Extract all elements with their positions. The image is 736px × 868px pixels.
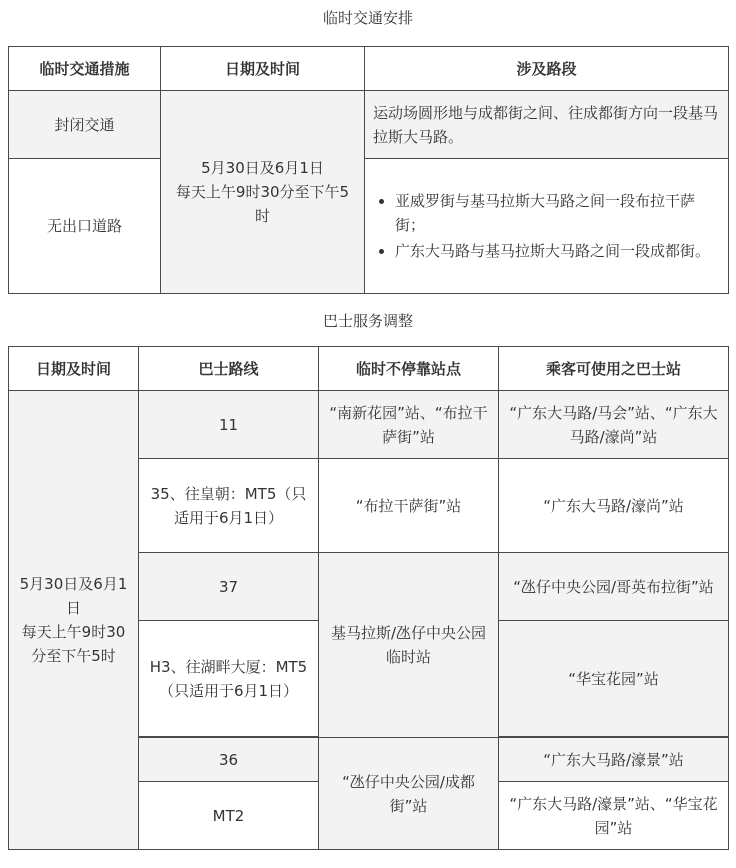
time-line: 每天上午9时30分至下午5时: [175, 183, 350, 225]
route-cell: H3、往湖畔大厦：MT5（只适用于6月1日）: [139, 621, 319, 737]
table-row: [9, 159, 729, 294]
route-cell: 37: [139, 553, 319, 621]
date-time-cell: [161, 91, 365, 294]
table-header-row: [9, 347, 729, 391]
alternative-stop-cell: “广东大马路/濠尚”站: [499, 459, 729, 553]
route-cell: 35、往皇朝：MT5（只适用于6月1日）: [139, 459, 319, 553]
road-section-cell: 运动场圆形地与成都街之间、往成都街方向一段基马拉斯大马路。: [365, 91, 729, 159]
header-date-time: 日期及时间: [161, 47, 365, 91]
time-line: 每天上午9时30分至下午5时: [21, 623, 126, 665]
measure-cell: 无出口道路: [9, 159, 161, 294]
list-item: • 广东大马路与基马拉斯大马路之间一段成都街。: [395, 239, 720, 263]
header-skipped-stop: 临时不停靠站点: [319, 347, 499, 391]
road-section-cell: [365, 159, 729, 294]
traffic-arrangements-table: [8, 46, 729, 294]
skipped-stop-cell: “布拉干萨街”站: [319, 459, 499, 553]
table-row: [9, 391, 729, 459]
date-line: 5月30日及6月1日: [201, 159, 324, 177]
date-time-cell: [9, 391, 139, 850]
alternative-stop-cell: “广东大马路/濠景”站、“华宝花园”站: [499, 782, 729, 850]
table-header-row: [9, 47, 729, 91]
date-line: 5月30日及6月1日: [19, 575, 128, 617]
route-cell: MT2: [139, 782, 319, 850]
route-cell: 11: [139, 391, 319, 459]
measure-cell: 封闭交通: [9, 91, 161, 159]
alternative-stop-cell: “华宝花园”站: [499, 621, 729, 737]
header-road-section: 涉及路段: [365, 47, 729, 91]
route-cell: 36: [139, 738, 319, 782]
bus-service-table: [8, 346, 729, 850]
alternative-stop-cell: “广东大马路/濠景”站: [499, 738, 729, 782]
skipped-stop-cell: 基马拉斯/氹仔中央公园临时站: [319, 553, 499, 738]
header-bus-route: 巴士路线: [139, 347, 319, 391]
road-section-list: [373, 189, 720, 263]
table-row: [9, 91, 729, 159]
header-date-time: 日期及时间: [9, 347, 139, 391]
skipped-stop-cell: “南新花园”站、“布拉干萨街”站: [319, 391, 499, 459]
alternative-stop-cell: “广东大马路/马会”站、“广东大马路/濠尚”站: [499, 391, 729, 459]
list-item: • 亚威罗街与基马拉斯大马路之间一段布拉干萨街；: [395, 189, 720, 237]
traffic-arrangements-title: 临时交通安排: [322, 9, 413, 27]
bus-service-title: 巴士服务调整: [322, 312, 413, 330]
skipped-stop-cell: “氹仔中央公园/成都街”站: [319, 738, 499, 850]
alternative-stop-cell: “氹仔中央公园/哥英布拉街”站: [499, 553, 729, 621]
header-measure: 临时交通措施: [9, 47, 161, 91]
header-alternative-stop: 乘客可使用之巴士站: [499, 347, 729, 391]
